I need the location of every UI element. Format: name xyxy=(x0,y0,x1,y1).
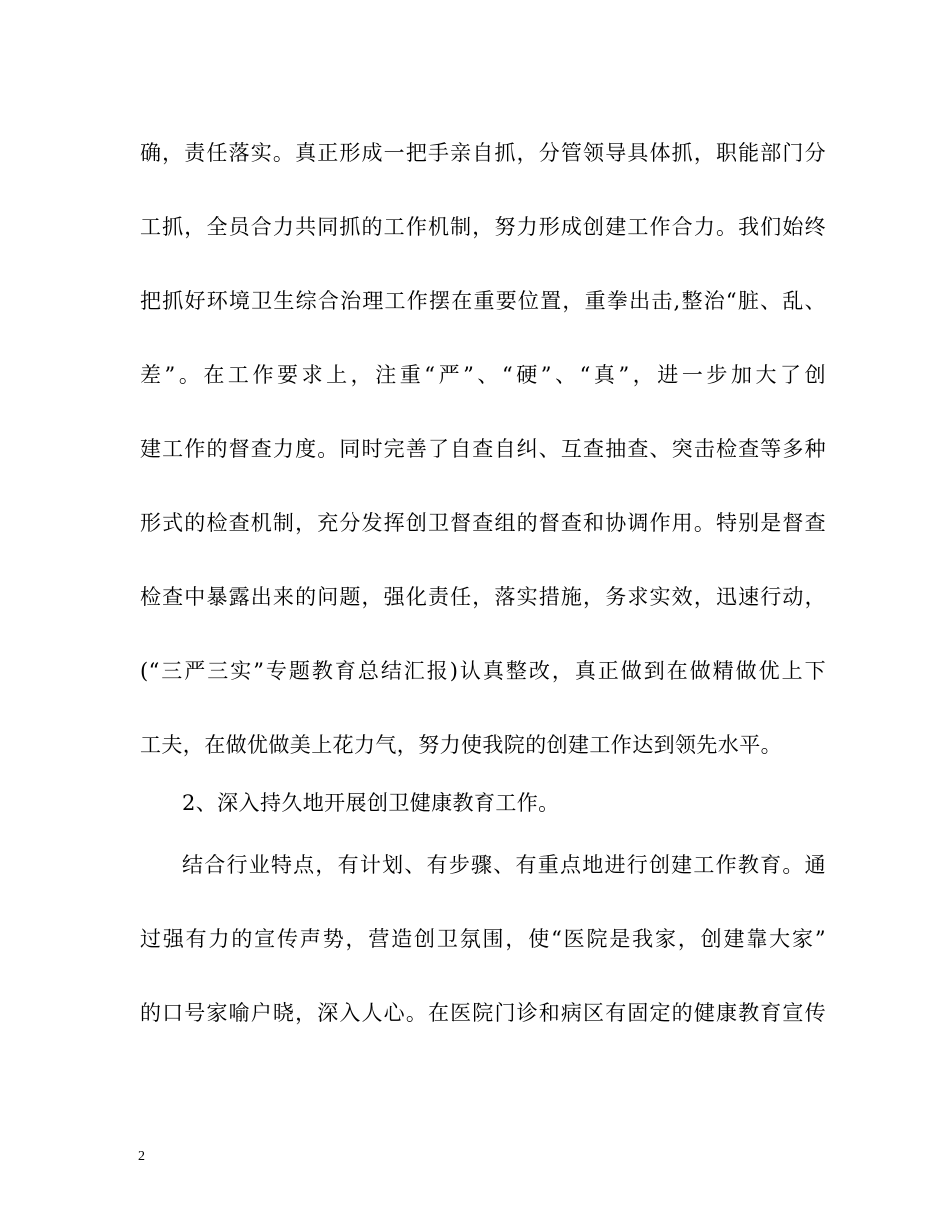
section-heading: 2、深入持久地开展创卫健康教育工作。 xyxy=(182,791,560,815)
body-text-line: 工夫，在做优做美上花力气，努力使我院的创建工作达到领先水平。 xyxy=(140,733,782,757)
body-text-line: 建工作的督查力度。同时完善了自查自纠、互查抽查、突击检查等多种 xyxy=(140,437,826,461)
body-text-line: 的口号家喻户晓，深入人心。在医院门诊和病区有固定的健康教育宣传 xyxy=(140,1001,826,1025)
page-number: 2 xyxy=(138,1149,145,1164)
body-text-line: 结合行业特点，有计划、有步骤、有重点地进行创建工作教育。通 xyxy=(182,853,826,877)
body-text-line: 把抓好环境卫生综合治理工作摆在重要位置，重拳出击,整治“脏、乱、 xyxy=(140,289,826,313)
body-text-line: 形式的检查机制，充分发挥创卫督查组的督查和协调作用。特别是督查 xyxy=(140,511,826,535)
body-text-line: (“三严三实”专题教育总结汇报)认真整改，真正做到在做精做优上下 xyxy=(140,659,826,683)
body-text-line: 过强有力的宣传声势，营造创卫氛围，使“医院是我家，创建靠大家” xyxy=(140,927,826,951)
body-text-line: 差”。在工作要求上，注重“严”、“硬”、“真”，进一步加大了创 xyxy=(140,363,826,387)
body-text-line: 检查中暴露出来的问题，强化责任，落实措施，务求实效，迅速行动， xyxy=(140,585,826,609)
body-text-line: 工抓，全员合力共同抓的工作机制，努力形成创建工作合力。我们始终 xyxy=(140,215,826,239)
body-text-line: 确，责任落实。真正形成一把手亲自抓，分管领导具体抓，职能部门分 xyxy=(140,141,826,165)
